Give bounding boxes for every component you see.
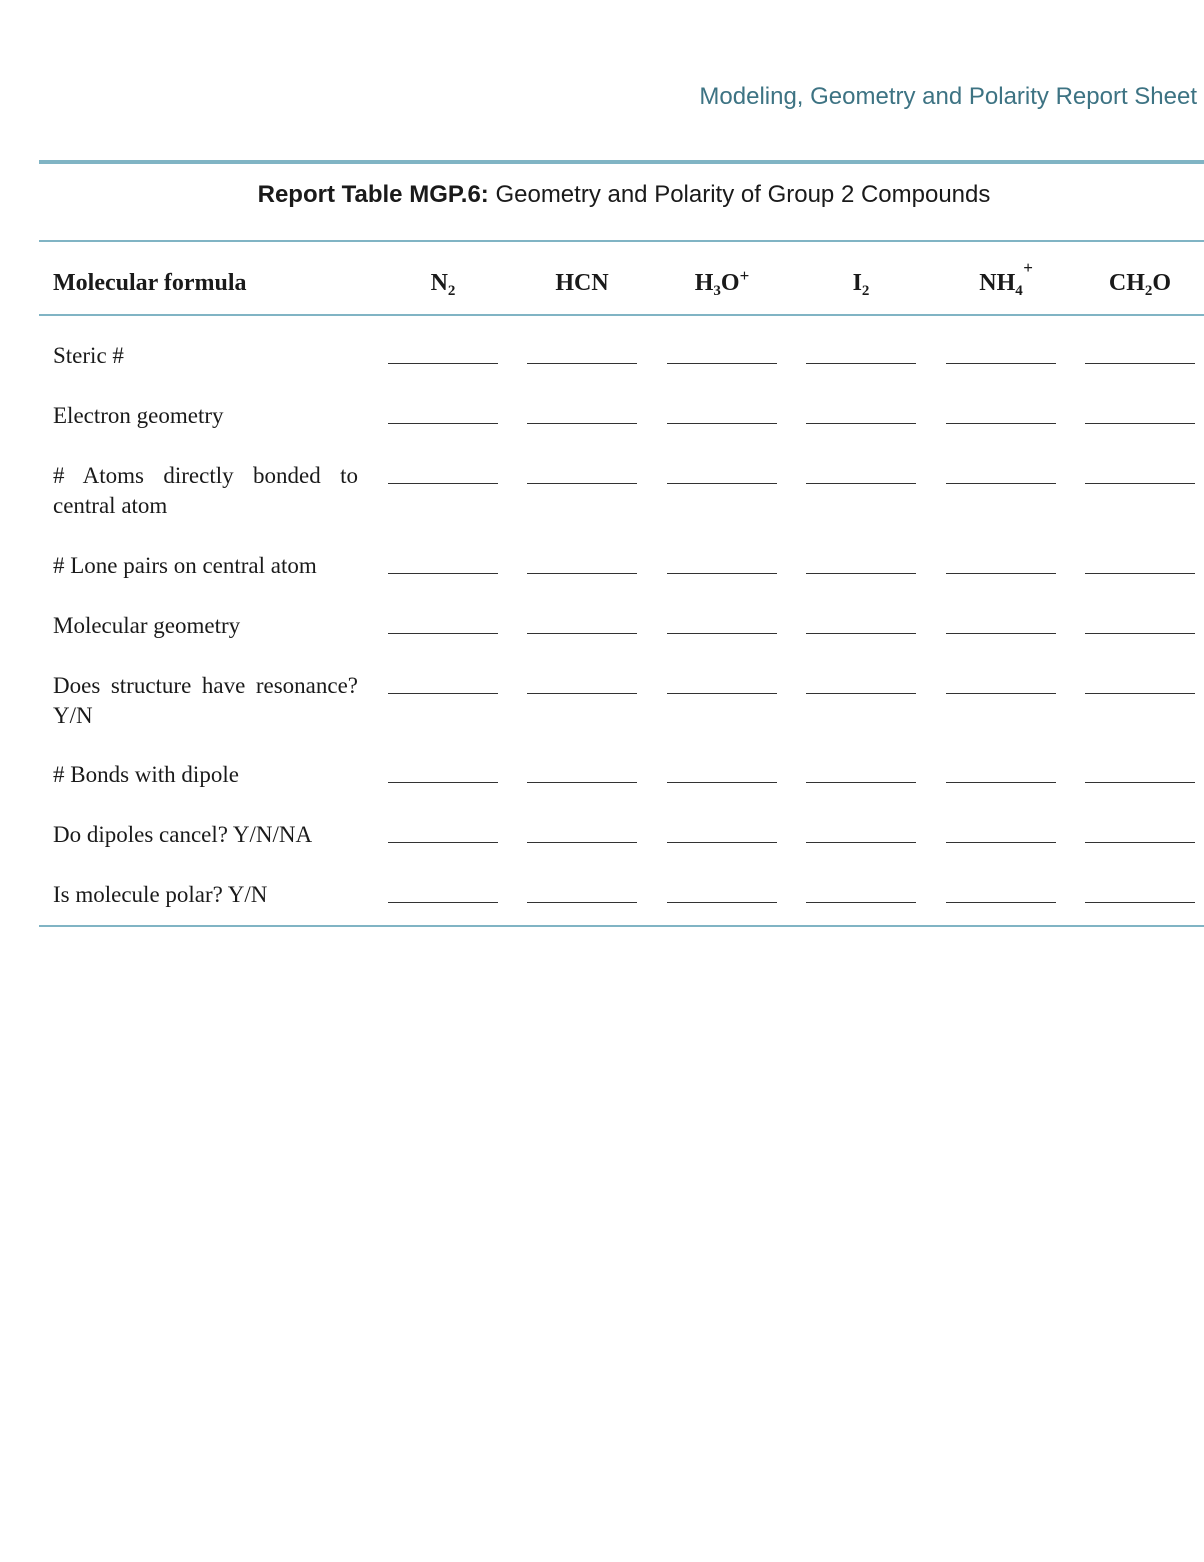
table-bottom-rule — [39, 925, 1204, 927]
answer-blank-r3-c1[interactable] — [388, 483, 498, 484]
row-label-bonds-dipole: # Bonds with dipole — [53, 762, 239, 787]
table-caption-text: Geometry and Polarity of Group 2 Compounds — [488, 181, 991, 208]
answer-blank-r6-c5[interactable] — [946, 693, 1056, 694]
header-rule — [39, 314, 1204, 316]
answer-blank-r9-c5[interactable] — [946, 902, 1056, 903]
answer-blank-r5-c1[interactable] — [388, 633, 498, 634]
answer-blank-r4-c6[interactable] — [1085, 573, 1195, 574]
table-top-rule — [39, 160, 1204, 164]
formula-header-nh4: $NH_4$ + — [979, 258, 1033, 299]
answer-blank-r7-c6[interactable] — [1085, 782, 1195, 783]
answer-blank-r4-c4[interactable] — [806, 573, 916, 574]
answer-blank-r3-c5[interactable] — [946, 483, 1056, 484]
answer-blank-r5-c6[interactable] — [1085, 633, 1195, 634]
answer-blank-r8-c4[interactable] — [806, 842, 916, 843]
answer-blank-r1-c5[interactable] — [946, 363, 1056, 364]
answer-blank-r7-c3[interactable] — [667, 782, 777, 783]
answer-blank-r3-c2[interactable] — [527, 483, 637, 484]
answer-blank-r7-c5[interactable] — [946, 782, 1056, 783]
running-header-title: Modeling, Geometry and Polarity Report Sheet — [699, 83, 1197, 110]
answer-blank-r5-c5[interactable] — [946, 633, 1056, 634]
answer-blank-r7-c2[interactable] — [527, 782, 637, 783]
answer-blank-r6-c6[interactable] — [1085, 693, 1195, 694]
formula-header-ch2o: $CH_2O$ — [1108, 270, 1172, 299]
column-header-label: Molecular formula — [53, 270, 247, 296]
answer-blank-r9-c3[interactable] — [667, 902, 777, 903]
answer-blank-r5-c3[interactable] — [667, 633, 777, 634]
answer-blank-r8-c1[interactable] — [388, 842, 498, 843]
formula-header-h3o: $H_3O^+$ — [694, 266, 750, 299]
answer-blank-r8-c5[interactable] — [946, 842, 1056, 843]
row-label-molecular-geometry: Molecular geometry — [53, 613, 241, 638]
answer-blank-r5-c4[interactable] — [806, 633, 916, 634]
answer-blank-r6-c4[interactable] — [806, 693, 916, 694]
answer-blank-r7-c1[interactable] — [388, 782, 498, 783]
answer-blank-r6-c2[interactable] — [527, 693, 637, 694]
row-label-polar: Is molecule polar? Y/N — [53, 882, 268, 907]
row-label-atoms-bonded: # Atoms directly bonded to central atom — [53, 463, 358, 518]
answer-blank-r3-c3[interactable] — [667, 483, 777, 484]
answer-blank-r7-c4[interactable] — [806, 782, 916, 783]
answer-blank-r9-c6[interactable] — [1085, 902, 1195, 903]
answer-blank-r2-c5[interactable] — [946, 423, 1056, 424]
answer-blank-r4-c2[interactable] — [527, 573, 637, 574]
answer-blank-r1-c4[interactable] — [806, 363, 916, 364]
answer-blank-r4-c1[interactable] — [388, 573, 498, 574]
answer-blank-r1-c3[interactable] — [667, 363, 777, 364]
answer-blank-r2-c1[interactable] — [388, 423, 498, 424]
answer-blank-r9-c1[interactable] — [388, 902, 498, 903]
formula-header-i2: $I_2$ — [852, 270, 870, 299]
answer-blank-r3-c4[interactable] — [806, 483, 916, 484]
answer-blank-r2-c2[interactable] — [527, 423, 637, 424]
answer-blank-r3-c6[interactable] — [1085, 483, 1195, 484]
formula-header-hcn: HCN — [555, 270, 609, 296]
answer-blank-r6-c1[interactable] — [388, 693, 498, 694]
row-label-electron-geometry: Electron geometry — [53, 403, 224, 428]
caption-rule — [39, 240, 1204, 242]
answer-blank-r1-c1[interactable] — [388, 363, 498, 364]
answer-blank-r8-c3[interactable] — [667, 842, 777, 843]
answer-blank-r5-c2[interactable] — [527, 633, 637, 634]
row-label-dipoles-cancel: Do dipoles cancel? Y/N/NA — [53, 822, 313, 847]
answer-blank-r2-c6[interactable] — [1085, 423, 1195, 424]
answer-blank-r1-c6[interactable] — [1085, 363, 1195, 364]
answer-blank-r8-c6[interactable] — [1085, 842, 1195, 843]
table-caption — [0, 181, 1204, 209]
answer-blank-r8-c2[interactable] — [527, 842, 637, 843]
row-label-resonance: Does structure have resonance? Y/N — [53, 673, 358, 728]
row-label-lone-pairs: # Lone pairs on central atom — [53, 553, 317, 578]
answer-blank-r2-c3[interactable] — [667, 423, 777, 424]
row-label-steric-number: Steric # — [53, 343, 124, 368]
answer-blank-r6-c3[interactable] — [667, 693, 777, 694]
answer-blank-r4-c3[interactable] — [667, 573, 777, 574]
formula-header-n2: $N_2$ — [430, 270, 456, 299]
table-caption-label: Report Table MGP.6: — [257, 181, 489, 208]
answer-blank-r1-c2[interactable] — [527, 363, 637, 364]
answer-blank-r9-c4[interactable] — [806, 902, 916, 903]
answer-blank-r9-c2[interactable] — [527, 902, 637, 903]
answer-blank-r4-c5[interactable] — [946, 573, 1056, 574]
answer-blank-r2-c4[interactable] — [806, 423, 916, 424]
